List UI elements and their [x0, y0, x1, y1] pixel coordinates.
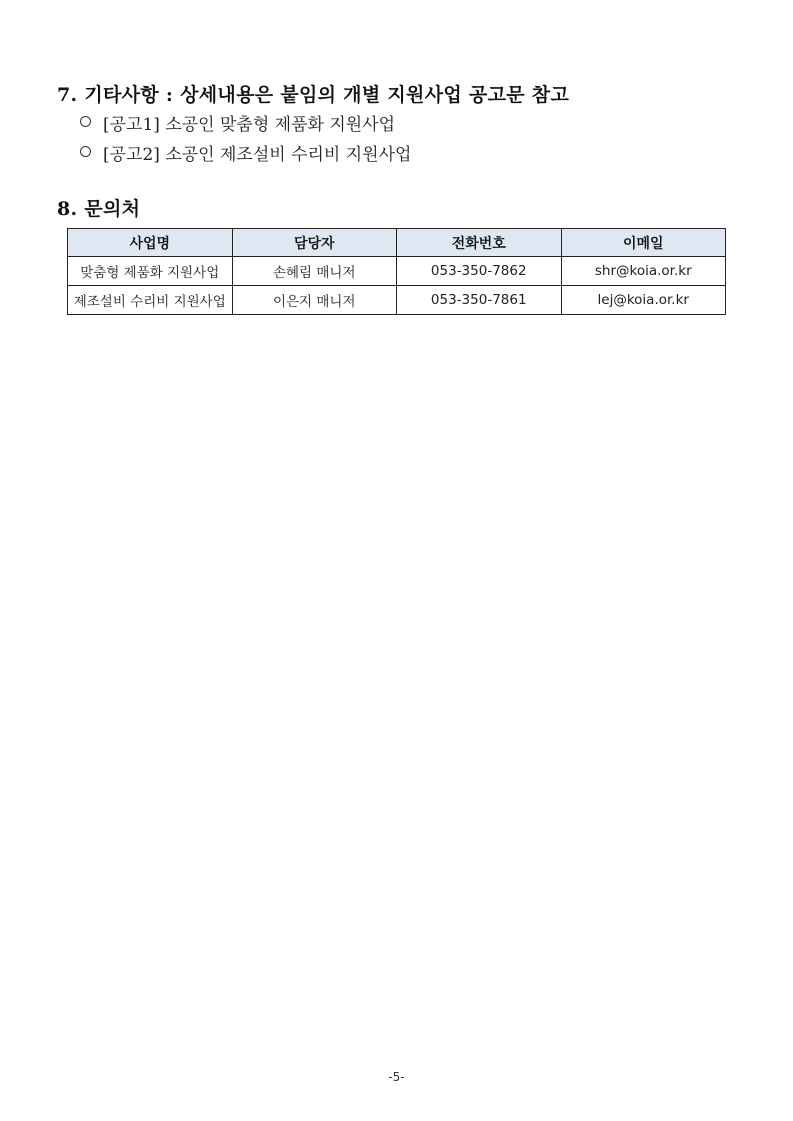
hollow-circle-bullet-icon: [80, 116, 91, 127]
email-cell: lej@koia.or.kr: [561, 286, 726, 315]
phone-cell: 053-350-7861: [397, 286, 562, 315]
column-header-email: 이메일: [561, 229, 726, 257]
email-cell: shr@koia.or.kr: [561, 257, 726, 286]
column-header-phone: 전화번호: [397, 229, 562, 257]
list-item-text: [공고2] 소공인 제조설비 수리비 지원사업: [103, 145, 412, 165]
section-7-heading: 7. 기타사항 : 상세내용은 붙임의 개별 지원사업 공고문 참고: [57, 84, 570, 106]
hollow-circle-bullet-icon: [80, 146, 91, 157]
manager-cell: 이은지 매니저: [232, 286, 397, 315]
list-item: [80, 113, 411, 143]
contact-table: [67, 228, 726, 315]
column-header-program: 사업명: [68, 229, 233, 257]
program-cell: 제조설비 수리비 지원사업: [68, 286, 233, 315]
manager-cell: 손혜림 매니저: [232, 257, 397, 286]
table-header-row: [68, 229, 726, 257]
section-8-heading: 8. 문의처: [57, 198, 141, 220]
table-row: [68, 286, 726, 315]
list-item-text: [공고1] 소공인 맞춤형 제품화 지원사업: [103, 115, 396, 135]
phone-cell: 053-350-7862: [397, 257, 562, 286]
program-cell: 맞춤형 제품화 지원사업: [68, 257, 233, 286]
column-header-manager: 담당자: [232, 229, 397, 257]
notice-list: [80, 113, 411, 173]
page-number: -5-: [388, 1070, 405, 1084]
table-row: [68, 257, 726, 286]
list-item: [80, 143, 411, 173]
